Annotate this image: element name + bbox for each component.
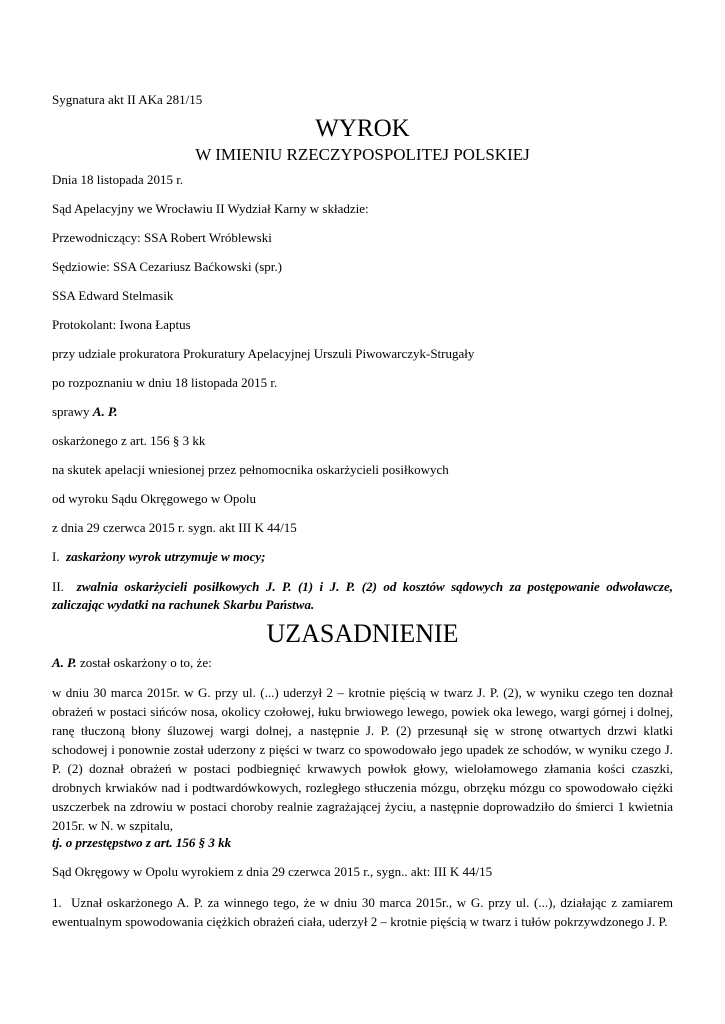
point-number: 1. — [52, 895, 62, 910]
judges: Sędziowie: SSA Cezariusz Baćkowski (spr.) — [52, 259, 282, 274]
accused-name: A. P. — [52, 655, 77, 670]
case-prefix: sprawy — [52, 404, 93, 419]
accused-line — [52, 655, 212, 671]
point-text: Uznał oskarżonego A. P. za winnego tego, że w dniu 30 marca 2015r., w G. przy ul. (...), działając z zamiarem ewentualnym spowodowania ciężkich obrażeń ciała, uderzył 2 – krotnie pięścią w twarz i tułów pokrzywdzonego J. P. — [52, 895, 674, 929]
presiding-judge: Przewodniczący: SSA Robert Wróblewski — [52, 230, 272, 245]
ruling-item — [52, 549, 265, 565]
charge: oskarżonego z art. 156 § 3 kk — [52, 433, 206, 448]
ruling-text: zaskarżony wyrok utrzymuje w mocy; — [66, 549, 266, 564]
judgment-subtitle: W IMIENIU RZECZYPOSPOLITEJ POLSKIEJ — [195, 145, 530, 164]
judgment-title: WYROK — [315, 115, 410, 142]
court-composition: Sąd Apelacyjny we Wrocławiu II Wydział Karny w składzie: — [52, 201, 369, 216]
facts-paragraph: w dniu 30 marca 2015r. w G. przy ul. (...) uderzył 2 – krotnie pięścią w twarz J. P. (2), w wyniku czego ten doznał obrażeń w postaci sińców nosa, okolicy czołowej, łuku brwiowego lewego, powiek oka lewego, wargi górnej i dolnej, ranę tłuczoną błony śluzowej wargi dolnej, a następnie J. P. (2) przesunął się w stronę otwartych drzwi klatki schodowej i ponownie został uderzony z pięści w twarz co spowodowało jego upadek ze schodów, w wyniku czego J. P. (2) doznał obrażeń w postaci podbiegnięć krwawych powłok głowy, wielołamowego złamania kości czaszki, drobnych krwiaków nad i podtwardówkowych, rozległego stłuczenia mózgu, obrzęku mózgu co spowodowało ciężki uszczerbek na zdrowiu w postaci choroby realnie zagrażającej życiu, a następnie doprowadziło do śmierci 1 kwietnia 2015r. w N. w szpitalu, — [52, 685, 673, 833]
district-court-judgment: Sąd Okręgowy w Opolu wyrokiem z dnia 29 czerwca 2015 r., sygn.. akt: III K 44/15 — [52, 864, 493, 879]
ruling-item — [52, 578, 673, 614]
appeal-line: na skutek apelacji wniesionej przez pełnomocnika oskarżycieli posiłkowych — [52, 462, 449, 477]
ruling-number: I. — [52, 549, 60, 564]
prosecutor: przy udziale prokuratora Prokuratury Apelacyjnej Urszuli Piwowarczyk-Strugały — [52, 346, 475, 361]
offense-qualification: tj. o przestępstwo z art. 156 § 3 kk — [52, 835, 232, 850]
appealed-date: z dnia 29 czerwca 2015 r. sygn. akt III K 44/15 — [52, 520, 297, 535]
case-line — [52, 404, 117, 420]
judge-second: SSA Edward Stelmasik — [52, 288, 174, 303]
accused-suffix: został oskarżony o to, że: — [76, 655, 212, 670]
judgment-date: Dnia 18 listopada 2015 r. — [52, 172, 184, 187]
justification-heading: UZASADNIENIE — [266, 619, 459, 648]
court-clerk: Protokolant: Iwona Łaptus — [52, 317, 191, 332]
hearing-date: po rozpoznaniu w dniu 18 listopada 2015 r. — [52, 375, 278, 390]
case-defendant: A. P. — [92, 404, 118, 419]
case-signature: Sygnatura akt II AKa 281/15 — [52, 92, 203, 107]
appealed-judgment: od wyroku Sądu Okręgowego w Opolu — [52, 491, 257, 506]
point-1 — [52, 893, 673, 931]
ruling-number: II. — [52, 579, 64, 594]
ruling-text: zwalnia oskarżycieli posiłkowych J. P. (1) i J. P. (2) od kosztów sądowych za postępowanie odwoławcze, zaliczając wydatki na rachunek Skarbu Państwa. — [52, 579, 673, 612]
